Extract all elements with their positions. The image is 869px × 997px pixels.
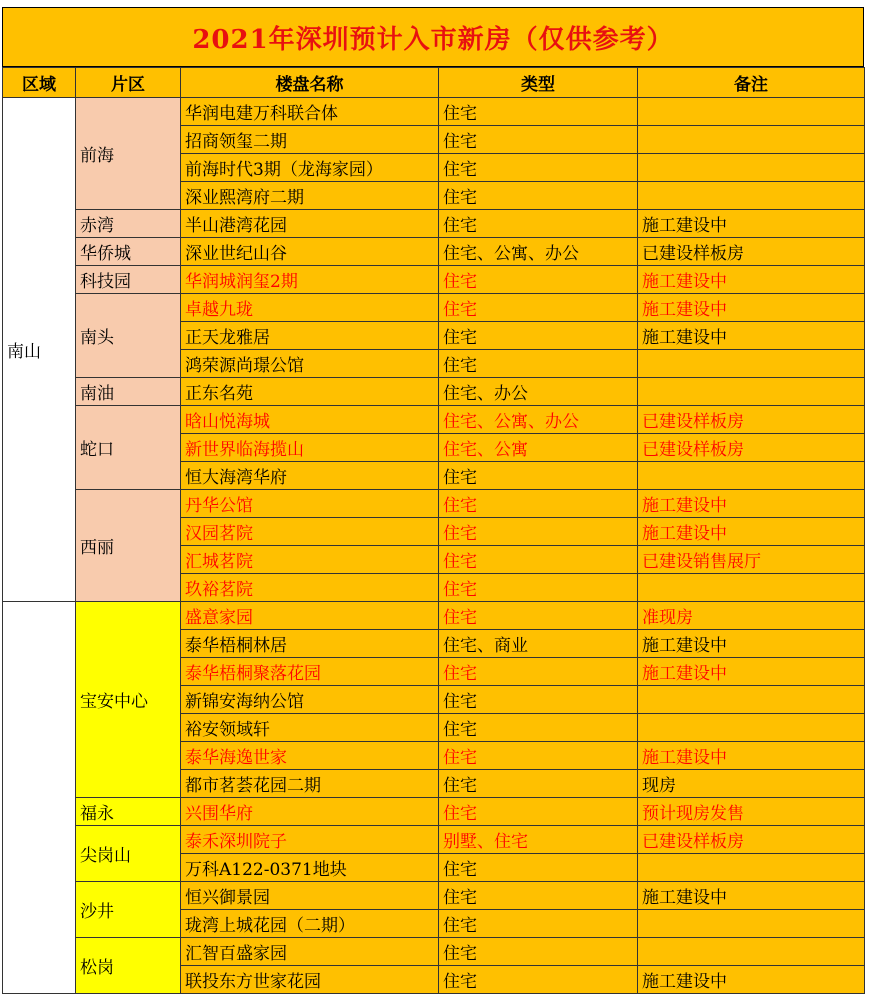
header-region[interactable]: 区域 (3, 68, 76, 98)
type-cell[interactable]: 住宅 (439, 714, 638, 742)
type-cell[interactable]: 住宅 (439, 938, 638, 966)
note-cell[interactable]: 施工建设中 (638, 630, 865, 658)
table-row (3, 938, 865, 966)
note-cell[interactable]: 施工建设中 (638, 966, 865, 994)
type-cell[interactable]: 住宅 (439, 658, 638, 686)
type-cell[interactable]: 住宅 (439, 854, 638, 882)
region-cell[interactable] (3, 602, 76, 994)
note-cell[interactable] (638, 938, 865, 966)
type-cell[interactable]: 住宅 (439, 686, 638, 714)
project-name-cell[interactable]: 泰华梧桐聚落花园 (181, 658, 439, 686)
type-cell[interactable]: 住宅 (439, 350, 638, 378)
type-cell[interactable]: 住宅 (439, 574, 638, 602)
project-name-cell[interactable]: 正东名苑 (181, 378, 439, 406)
type-cell[interactable]: 住宅 (439, 518, 638, 546)
note-cell[interactable]: 预计现房发售 (638, 798, 865, 826)
type-cell[interactable]: 住宅 (439, 322, 638, 350)
note-cell[interactable]: 已建设样板房 (638, 406, 865, 434)
project-name-cell[interactable]: 鸿荣源尚璟公馆 (181, 350, 439, 378)
project-name-cell[interactable]: 汇城茗院 (181, 546, 439, 574)
note-cell[interactable]: 已建设样板房 (638, 826, 865, 854)
table-row (3, 238, 865, 266)
note-cell[interactable]: 已建设销售展厅 (638, 546, 865, 574)
type-cell[interactable]: 住宅 (439, 490, 638, 518)
region-cell[interactable]: 南山 (3, 98, 76, 602)
project-name-cell[interactable]: 新世界临海揽山 (181, 434, 439, 462)
note-cell[interactable] (638, 154, 865, 182)
type-cell[interactable]: 住宅、公寓 (439, 434, 638, 462)
type-cell[interactable]: 住宅、公寓、办公 (439, 238, 638, 266)
type-cell[interactable]: 住宅 (439, 602, 638, 630)
table-row (3, 406, 865, 434)
table-row (3, 826, 865, 854)
zone-cell[interactable]: 尖岗山 (76, 826, 181, 882)
table-row (3, 294, 865, 322)
header-row (3, 68, 865, 98)
table-row (3, 378, 865, 406)
table-row (3, 602, 865, 630)
project-name-cell[interactable]: 半山港湾花园 (181, 210, 439, 238)
project-name-cell[interactable]: 招商领玺二期 (181, 126, 439, 154)
housing-table (2, 67, 865, 994)
table-row (3, 490, 865, 518)
project-name-cell[interactable]: 恒大海湾华府 (181, 462, 439, 490)
project-name-cell[interactable]: 联投东方世家花园 (181, 966, 439, 994)
type-cell[interactable]: 住宅 (439, 154, 638, 182)
table-body (3, 98, 865, 994)
project-name-cell[interactable]: 万科A122-0371地块 (181, 854, 439, 882)
project-name-cell[interactable]: 兴围华府 (181, 798, 439, 826)
project-name-cell[interactable]: 正天龙雅居 (181, 322, 439, 350)
sheet-title[interactable]: 2021年深圳预计入市新房（仅供参考） (2, 7, 864, 67)
type-cell[interactable]: 住宅 (439, 182, 638, 210)
header-project-name[interactable]: 楼盘名称 (181, 68, 439, 98)
project-name-cell[interactable]: 汉园茗院 (181, 518, 439, 546)
note-cell[interactable] (638, 126, 865, 154)
note-cell[interactable]: 施工建设中 (638, 322, 865, 350)
note-cell[interactable]: 施工建设中 (638, 518, 865, 546)
zone-cell[interactable]: 沙井 (76, 882, 181, 938)
zone-cell[interactable]: 前海 (76, 98, 181, 210)
note-cell[interactable]: 施工建设中 (638, 294, 865, 322)
note-cell[interactable] (638, 98, 865, 126)
note-cell[interactable]: 施工建设中 (638, 266, 865, 294)
note-cell[interactable] (638, 462, 865, 490)
type-cell[interactable]: 住宅 (439, 126, 638, 154)
note-cell[interactable]: 施工建设中 (638, 742, 865, 770)
note-cell[interactable] (638, 182, 865, 210)
zone-cell[interactable]: 华侨城 (76, 238, 181, 266)
zone-cell[interactable]: 福永 (76, 798, 181, 826)
note-cell[interactable]: 现房 (638, 770, 865, 798)
header-type[interactable]: 类型 (439, 68, 638, 98)
note-cell[interactable] (638, 378, 865, 406)
note-cell[interactable] (638, 854, 865, 882)
zone-cell[interactable]: 西丽 (76, 490, 181, 602)
type-cell[interactable]: 住宅 (439, 798, 638, 826)
type-cell[interactable]: 住宅 (439, 910, 638, 938)
table-row (3, 798, 865, 826)
project-name-cell[interactable]: 泰禾深圳院子 (181, 826, 439, 854)
table-row (3, 98, 865, 126)
project-name-cell[interactable]: 泰华海逸世家 (181, 742, 439, 770)
note-cell[interactable] (638, 350, 865, 378)
type-cell[interactable]: 住宅 (439, 966, 638, 994)
type-cell[interactable]: 住宅 (439, 882, 638, 910)
type-cell[interactable]: 别墅、住宅 (439, 826, 638, 854)
project-name-cell[interactable]: 丹华公馆 (181, 490, 439, 518)
type-cell[interactable]: 住宅、商业 (439, 630, 638, 658)
zone-cell[interactable]: 南头 (76, 294, 181, 378)
note-cell[interactable]: 已建设样板房 (638, 434, 865, 462)
project-name-cell[interactable]: 盛意家园 (181, 602, 439, 630)
type-cell[interactable]: 住宅 (439, 210, 638, 238)
header-note[interactable]: 备注 (638, 68, 865, 98)
zone-cell[interactable]: 科技园 (76, 266, 181, 294)
note-cell[interactable] (638, 574, 865, 602)
project-name-cell[interactable]: 华润电建万科联合体 (181, 98, 439, 126)
project-name-cell[interactable]: 深业熙湾府二期 (181, 182, 439, 210)
project-name-cell[interactable]: 汇智百盛家园 (181, 938, 439, 966)
project-name-cell[interactable]: 新锦安海纳公馆 (181, 686, 439, 714)
header-zone[interactable]: 片区 (76, 68, 181, 98)
project-name-cell[interactable]: 卓越九珑 (181, 294, 439, 322)
type-cell[interactable]: 住宅 (439, 294, 638, 322)
project-name-cell[interactable]: 泰华梧桐林居 (181, 630, 439, 658)
zone-cell[interactable]: 南油 (76, 378, 181, 406)
project-name-cell[interactable]: 玖裕茗院 (181, 574, 439, 602)
note-cell[interactable]: 已建设样板房 (638, 238, 865, 266)
project-name-cell[interactable]: 都市茗荟花园二期 (181, 770, 439, 798)
table-row (3, 210, 865, 238)
zone-cell[interactable]: 蛇口 (76, 406, 181, 490)
zone-cell[interactable]: 赤湾 (76, 210, 181, 238)
type-cell[interactable]: 住宅 (439, 742, 638, 770)
project-name-cell[interactable]: 珑湾上城花园（二期） (181, 910, 439, 938)
project-name-cell[interactable]: 华润城润玺2期 (181, 266, 439, 294)
note-cell[interactable] (638, 910, 865, 938)
type-cell[interactable]: 住宅、办公 (439, 378, 638, 406)
type-cell[interactable]: 住宅 (439, 462, 638, 490)
type-cell[interactable]: 住宅 (439, 266, 638, 294)
type-cell[interactable]: 住宅 (439, 546, 638, 574)
project-name-cell[interactable]: 前海时代3期（龙海家园） (181, 154, 439, 182)
type-cell[interactable]: 住宅、公寓、办公 (439, 406, 638, 434)
project-name-cell[interactable]: 晗山悦海城 (181, 406, 439, 434)
zone-cell[interactable]: 宝安中心 (76, 602, 181, 798)
type-cell[interactable]: 住宅 (439, 98, 638, 126)
project-name-cell[interactable]: 恒兴御景园 (181, 882, 439, 910)
note-cell[interactable]: 施工建设中 (638, 210, 865, 238)
note-cell[interactable]: 施工建设中 (638, 490, 865, 518)
table-row (3, 882, 865, 910)
zone-cell[interactable]: 松岗 (76, 938, 181, 994)
note-cell[interactable]: 准现房 (638, 602, 865, 630)
table-row (3, 266, 865, 294)
note-cell[interactable] (638, 714, 865, 742)
project-name-cell[interactable]: 深业世纪山谷 (181, 238, 439, 266)
type-cell[interactable]: 住宅 (439, 770, 638, 798)
note-cell[interactable]: 施工建设中 (638, 658, 865, 686)
note-cell[interactable]: 施工建设中 (638, 882, 865, 910)
note-cell[interactable] (638, 686, 865, 714)
project-name-cell[interactable]: 裕安领域轩 (181, 714, 439, 742)
